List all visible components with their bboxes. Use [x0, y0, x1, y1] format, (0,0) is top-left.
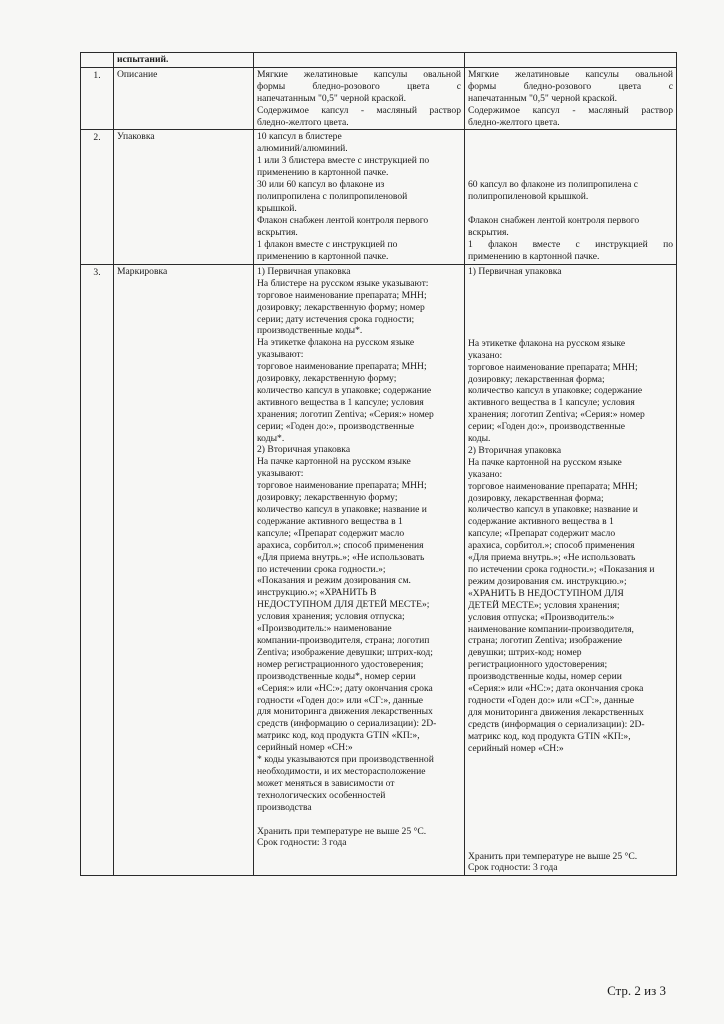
page-number: Стр. 2 из 3	[607, 983, 666, 998]
row-number: 3.	[81, 264, 114, 875]
row-number: 2.	[81, 130, 114, 264]
header-row	[81, 53, 677, 68]
col-b-packaging: 60 капсул во флаконе из полипропилена с полипропиленовой крышкой. Флакон снабжен лентой контроля первого вскрытия. 1 флакон вместе с инструкцией по применению в картонной пачке.	[465, 130, 677, 264]
storage-condition: Хранить при температуре не выше 25 °С.	[468, 850, 638, 862]
row-name: Описание	[114, 67, 254, 130]
header-label: испытаний.	[114, 53, 254, 68]
cell-empty	[254, 53, 465, 68]
col-a-description: Мягкие желатиновые капсулы овальной формы бледно-розового цвета с напечатанным "0,5" черной краской. Содержимое капсул - масляный раствор бледно-желтого цвета.	[254, 67, 465, 130]
row-name: Упаковка	[114, 130, 254, 264]
col-a-packaging: 10 капсул в блистере алюминий/алюминий. 1 или 3 блистера вместе с инструкцией по применению в картонной пачке. 30 или 60 капсул во флаконе из полипропилена с полипропиленовой крышкой. Флакон снабжен лентой контроля первого вскрытия. 1 флакон вместе с инструкцией по применению в картонной пачке.	[254, 130, 465, 264]
row-number: 1.	[81, 67, 114, 130]
shelf-life: Срок годности: 3 года	[468, 862, 558, 874]
table-row-marking	[81, 264, 677, 875]
specification-table	[80, 52, 677, 876]
col-b-description: Мягкие желатиновые капсулы овальной формы бледно-розового цвета с напечатанным "0,5" черной краской. Содержимое капсул - масляный раствор бледно-желтого цвета.	[465, 67, 677, 130]
row-name: Маркировка	[114, 264, 254, 875]
table-row-packaging	[81, 130, 677, 264]
cell-empty	[81, 53, 114, 68]
storage-condition: Хранить при температуре не выше 25 °С.	[257, 825, 427, 837]
cell-empty	[465, 53, 677, 68]
table-row-description	[81, 67, 677, 130]
shelf-life: Срок годности: 3 года	[257, 837, 347, 849]
col-b-marking: 1) Первичная упаковка На этикетке флакона на русском языке указано: торговое наименование препарата; МНН; дозировку; лекарственная форма; количество капсул в упаковке; содержание активного вещества в 1 капсуле; условия хранения; логотип Zentiva; «Серия:» номер серии; «Годен до:», производственные коды. 2) Вторичная упаковка На пачке картонной на русском языке указано: торговое наименование препарата; МНН; дозировку, лекарственная форма; количество капсул в упаковке; название и содержание активного вещества в 1 капсуле; «Препарат содержит масло арахиса, сорбитол.»; способ применения «Для приема внутрь.»; «Не использовать по истечении срока годности.»; «Показания и режим дозирования см. инструкцию.»; «ХРАНИТЬ В НЕДОСТУПНОМ ДЛЯ ДЕТЕЙ МЕСТЕ»; условия хранения; условия отпуска; «Производитель:» наименование компании-производителя, страна; логотип Zentiva; изображение девушки; штрих-код; номер регистрационного удостоверения; производственные коды, номер серии «Серия:» или «НС:»; дата окончания срока годности «Годен до:» или «СГ:», данные для мониторинга движения лекарственных средств (информация о сериализации): 2D- матрикс код, код продукта GTIN «КП:», серийный номер «СН:» Хранить при температуре не выше 25 °С. Срок годности: 3 года	[465, 264, 677, 875]
col-a-marking: 1) Первичная упаковка На блистере на русском языке указывают: торговое наименование препарата; МНН; дозировку; лекарственную форму; номер серии; дату истечения срока годности; производственные коды*. На этикетке флакона на русском языке указывают: торговое наименование препарата; МНН; дозировку, лекарственную форму; количество капсул в упаковке; содержание активного вещества в 1 капсуле; условия хранения; логотип Zentiva; «Серия:» номер серии; «Годен до:», производственные коды*. 2) Вторичная упаковка На пачке картонной на русском языке указывают: торговое наименование препарата; МНН; дозировку; лекарственную форму; количество капсул в упаковке; название и содержание активного вещества в 1 капсуле; «Препарат содержит масло арахиса, сорбитол.»; способ применения «Для приема внутрь.»; «Не использовать по истечении срока годности.»; «Показания и режим дозирования см. инструкцию.»; «ХРАНИТЬ В НЕДОСТУПНОМ ДЛЯ ДЕТЕЙ МЕСТЕ»; условия хранения; условия отпуска; «Производитель:» наименование компании-производителя, страна; логотип Zentiva; изображение девушки; штрих-код; номер регистрационного удостоверения; производственные коды*, номер серии «Серия:» или «НС:»; дату окончания срока годности «Годен до:» или «СГ:», данные для мониторинга движения лекарственных средств (информацию о сериализации): 2D- матрикс код, код продукта GTIN «КП:», серийный номер «СН:» * коды указываются при производственной необходимости, и их месторасположение может меняться в зависимости от технологических особенностей производства Хранить при температуре не выше 25 °С. Срок годности: 3 года	[254, 264, 465, 875]
